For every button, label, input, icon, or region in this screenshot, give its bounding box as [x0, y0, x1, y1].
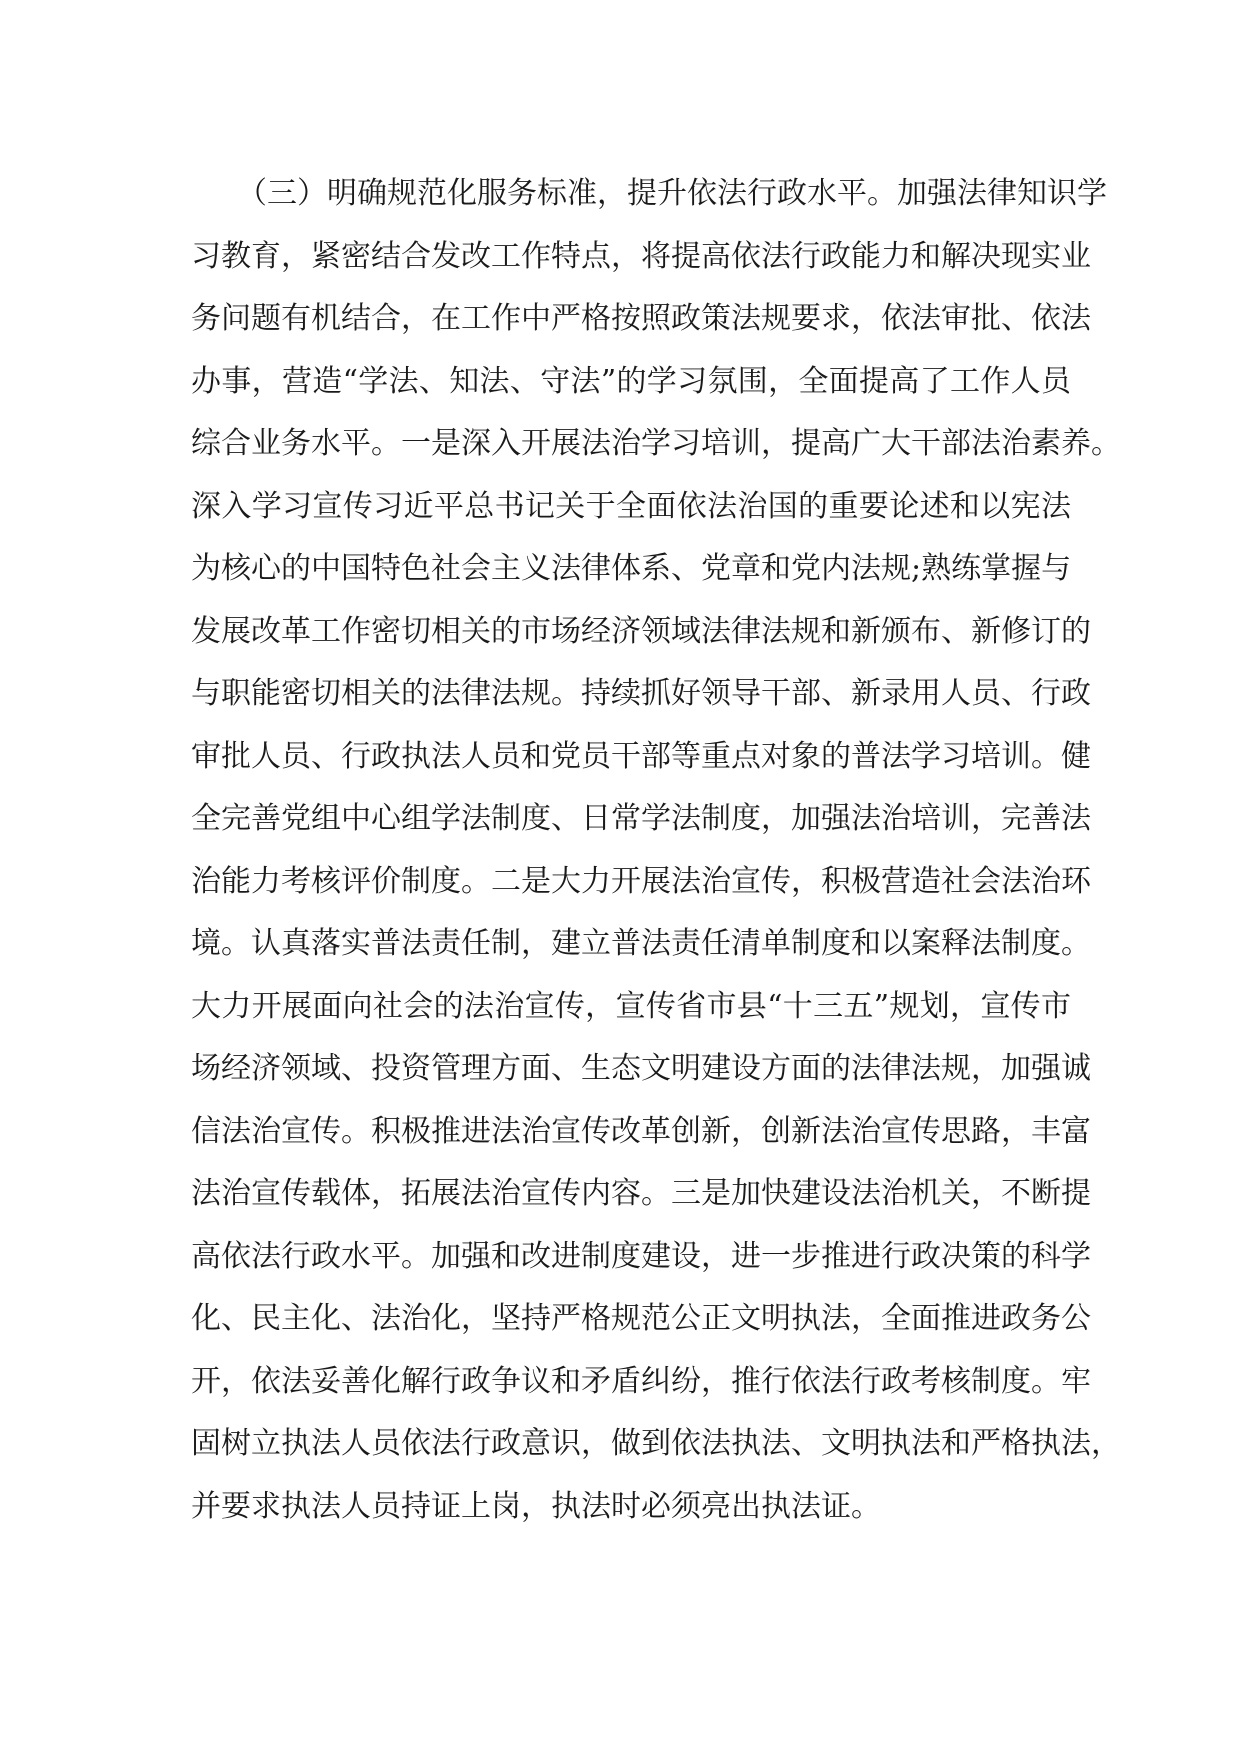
- paragraph-line-11: 全完善党组中心组学法制度、日常学法制度，加强法治培训，完善法: [191, 801, 1091, 836]
- paragraph-line-3: 务问题有机结合，在工作中严格按照政策法规要求，依法审批、依法: [191, 301, 1091, 336]
- paragraph-line-8: 发展改革工作密切相关的市场经济领域法律法规和新颁布、新修订的: [191, 613, 1091, 649]
- paragraph-line-19: 化、民主化、法治化，坚持严格规范公正文明执法，全面推进政务公: [191, 1301, 1091, 1336]
- paragraph-line-16: 信法治宣传。积极推进法治宣传改革创新，创新法治宣传思路，丰富: [191, 1113, 1091, 1149]
- paragraph-line-15: 场经济领域、投资管理方面、生态文明建设方面的法律法规，加强诚: [191, 1051, 1091, 1086]
- paragraph-line-12: 治能力考核评价制度。二是大力开展法治宣传，积极营造社会法治环: [191, 863, 1091, 899]
- paragraph-line-14: 大力开展面向社会的法治宣传，宣传省市县“十三五”规划，宣传市: [191, 988, 1071, 1024]
- paragraph-line-10: 审批人员、行政执法人员和党员干部等重点对象的普法学习培训。健: [191, 738, 1091, 774]
- paragraph-line-13: 境。认真落实普法责任制，建立普法责任清单制度和以案释法制度。: [191, 926, 1091, 961]
- paragraph-line-21: 固树立执法人员依法行政意识，做到依法执法、文明执法和严格执法，: [191, 1426, 1121, 1461]
- paragraph-line-9: 与职能密切相关的法律法规。持续抓好领导干部、新录用人员、行政: [191, 676, 1091, 711]
- paragraph: [191, 163, 1121, 1538]
- paragraph-line-1: （三）明确规范化服务标准，提升依法行政水平。加强法律知识学: [237, 176, 1107, 211]
- paragraph-line-4: 办事，营造“学法、知法、守法”的学习氛围，全面提高了工作人员: [191, 363, 1071, 399]
- paragraph-line-22: 并要求执法人员持证上岗，执法时必须亮出执法证。: [191, 1488, 881, 1524]
- paragraph-line-17: 法治宣传载体，拓展法治宣传内容。三是加快建设法治机关，不断提: [191, 1176, 1091, 1211]
- paragraph-line-18: 高依法行政水平。加强和改进制度建设，进一步推进行政决策的科学: [191, 1238, 1091, 1274]
- paragraph-line-20: 开，依法妥善化解行政争议和矛盾纠纷，推行依法行政考核制度。牢: [191, 1363, 1091, 1399]
- paragraph-line-7: 为核心的中国特色社会主义法律体系、党章和党内法规;熟练掌握与: [191, 551, 1072, 586]
- paragraph-line-6: 深入学习宣传习近平总书记关于全面依法治国的重要论述和以宪法: [191, 488, 1071, 524]
- paragraph-line-5: 综合业务水平。一是深入开展法治学习培训，提高广大干部法治素养。: [191, 426, 1121, 461]
- paragraph-line-2: 习教育，紧密结合发改工作特点，将提高依法行政能力和解决现实业: [191, 238, 1091, 274]
